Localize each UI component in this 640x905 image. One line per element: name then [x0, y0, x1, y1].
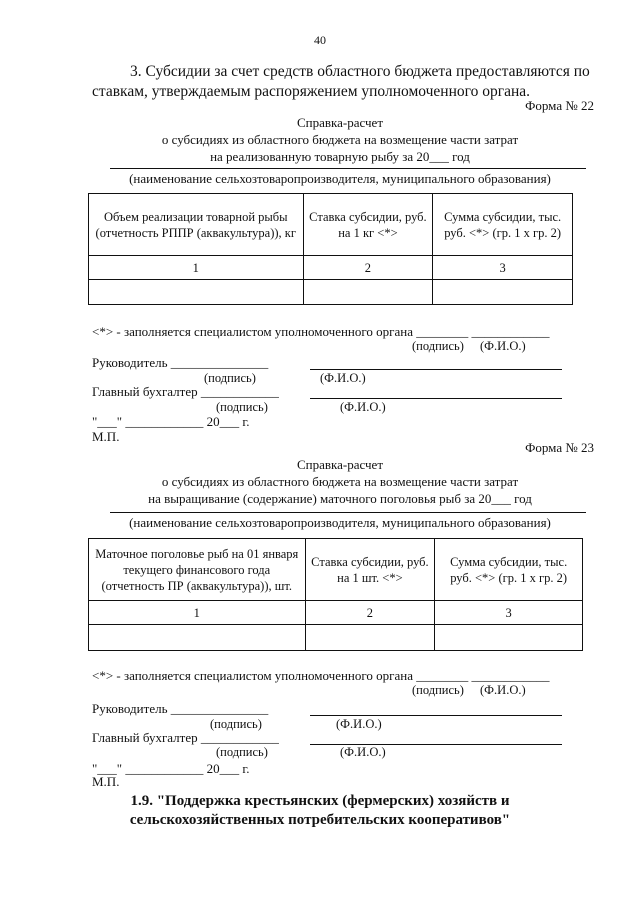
form22-header-sum: Сумма субсидии, тыс. руб. <*> (гр. 1 х гр. 2) — [433, 194, 573, 256]
form22-label: Форма № 22 — [525, 98, 594, 113]
form22-accountant-fio-line — [310, 398, 562, 399]
form22-cell-sum — [433, 280, 573, 305]
form22-accountant-label: Главный бухгалтер ____________ — [92, 384, 279, 399]
section-heading-line-2: сельскохозяйственных потребительских кооперативов" — [129, 812, 511, 828]
section-heading — [0, 792, 640, 830]
form23-head-fio: (Ф.И.О.) — [336, 717, 382, 731]
form23-col-number: 3 — [435, 601, 583, 625]
section-heading-line-1: 1.9. "Поддержка крестьянских (фермерских) хозяйств и — [130, 793, 510, 809]
form23-col-number: 1 — [89, 601, 306, 625]
form22-accountant-signature: (подпись) — [216, 400, 268, 414]
form22-title-3: на реализованную товарную рыбу за 20___ год — [210, 149, 470, 164]
form23-col-number: 2 — [305, 601, 435, 625]
form22-title-2: о субсидиях из областного бюджета на возмещение части затрат — [161, 132, 519, 147]
intro-line-1: 3. Субсидии за счет средств областного бюджета предоставляются по — [130, 63, 590, 80]
form23-name-line — [110, 512, 586, 513]
form22-header-rate: Ставка субсидии, руб. на 1 кг <*> — [303, 194, 433, 256]
form22-caption: (наименование сельхозтоваропроизводителя, муниципального образования) — [129, 171, 551, 186]
form23-header-sum: Сумма субсидии, тыс. руб. <*> (гр. 1 х гр. 2) — [435, 539, 583, 601]
form22-empty-row — [89, 280, 573, 305]
form23-accountant-fio: (Ф.И.О.) — [340, 745, 386, 759]
intro-line-2: ставкам, утверждаемым распоряжением уполномоченного органа. — [92, 83, 531, 100]
form22-col-number: 3 — [433, 256, 573, 280]
form22-table — [88, 193, 573, 305]
form23-cell-sum — [435, 625, 583, 651]
form23-label: Форма № 23 — [525, 440, 594, 455]
form23-accountant-label: Главный бухгалтер ____________ — [92, 730, 279, 745]
form22-number-row — [89, 256, 573, 280]
form23-title-2: о субсидиях из областного бюджета на возмещение части затрат — [161, 474, 519, 489]
form22-note-fio: (Ф.И.О.) — [480, 339, 526, 353]
form22-name-line — [110, 168, 586, 169]
form22-col-number: 2 — [303, 256, 433, 280]
form23-cell-rate — [305, 625, 435, 651]
form23-head-signature: (подпись) — [210, 717, 262, 731]
form23-date: "___" ____________ 20___ г. — [92, 761, 250, 776]
form23-table — [88, 538, 583, 651]
form23-note: <*> - заполняется специалистом уполномоченного органа ________ ____________ — [92, 668, 550, 683]
form22-head-fio-line — [310, 369, 562, 370]
form23-cell-stock — [89, 625, 306, 651]
form22-title-1: Справка-расчет — [296, 115, 384, 130]
form23-stamp-place: М.П. — [92, 774, 120, 789]
form22-col-number: 1 — [89, 256, 304, 280]
form22-accountant-fio: (Ф.И.О.) — [340, 400, 386, 414]
form23-note-signature: (подпись) — [412, 683, 464, 697]
form22-head-fio: (Ф.И.О.) — [320, 371, 366, 385]
form23-title-3: на выращивание (содержание) маточного поголовья рыб за 20___ год — [148, 491, 532, 506]
form23-header-stock: Маточное поголовье рыб на 01 января текущего финансового года (отчетность ПР (аквакультура)), шт. — [89, 539, 306, 601]
form23-caption: (наименование сельхозтоваропроизводителя, муниципального образования) — [129, 515, 551, 530]
form23-head-fio-line — [310, 715, 562, 716]
form23-head-label: Руководитель _______________ — [92, 701, 269, 716]
form23-header-rate: Ставка субсидии, руб. на 1 шт. <*> — [305, 539, 435, 601]
form23-number-row — [89, 601, 583, 625]
form22-head-signature: (подпись) — [204, 371, 256, 385]
form22-head-label: Руководитель _______________ — [92, 355, 269, 370]
form23-note-fio: (Ф.И.О.) — [480, 683, 526, 697]
form23-title-1: Справка-расчет — [296, 457, 384, 472]
form22-header-row — [89, 194, 573, 256]
form22-cell-rate — [303, 280, 433, 305]
form22-cell-volume — [89, 280, 304, 305]
form22-note: <*> - заполняется специалистом уполномоченного органа ________ ____________ — [92, 324, 550, 339]
form23-empty-row — [89, 625, 583, 651]
form22-note-signature: (подпись) — [412, 339, 464, 353]
intro-paragraph — [92, 62, 612, 102]
form22-header-volume: Объем реализации товарной рыбы (отчетность РППР (аквакультура)), кг — [89, 194, 304, 256]
form22-stamp-place: М.П. — [92, 429, 120, 444]
page-number: 40 — [314, 33, 326, 47]
form22-title — [90, 114, 590, 165]
form23-title — [90, 456, 590, 507]
form23-header-row — [89, 539, 583, 601]
form23-accountant-signature: (подпись) — [216, 745, 268, 759]
form22-date: "___" ____________ 20___ г. — [92, 414, 250, 429]
